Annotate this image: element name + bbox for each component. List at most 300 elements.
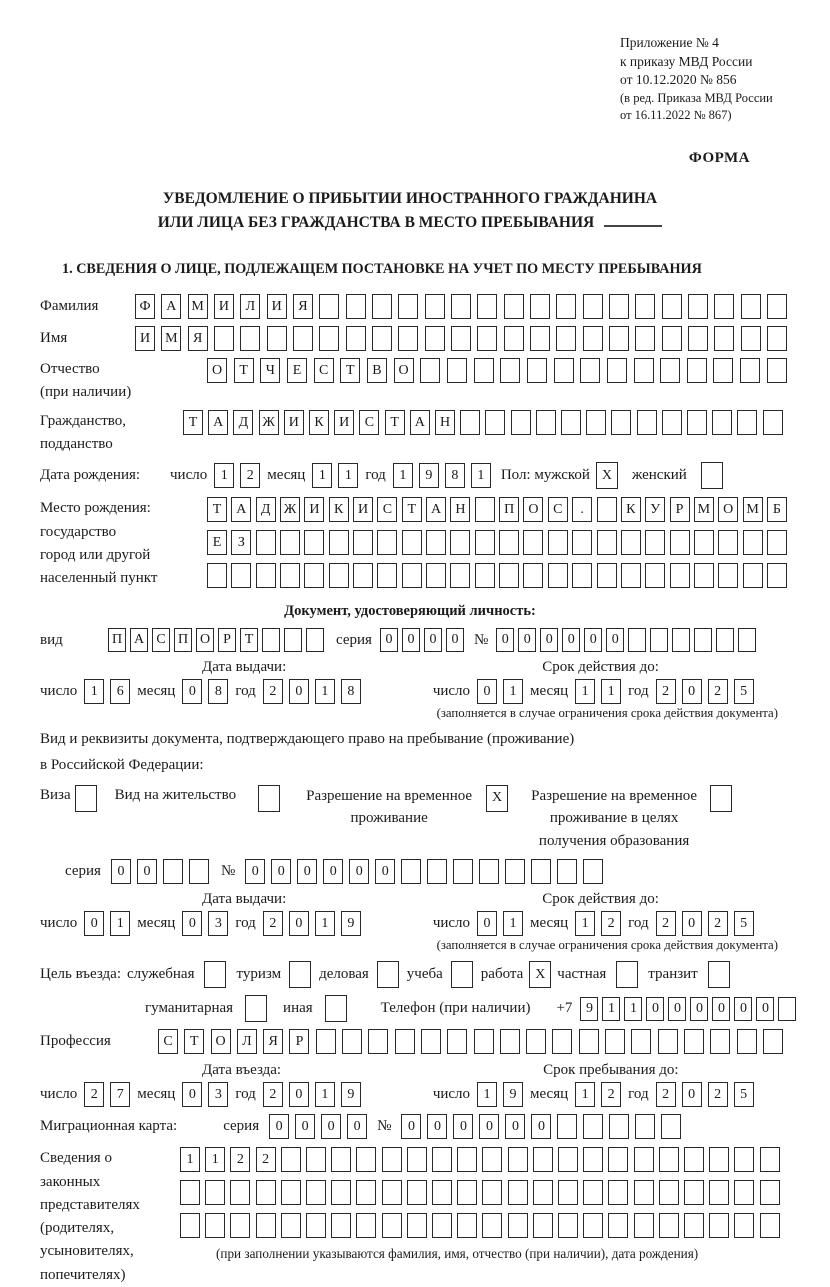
char-cell[interactable] (505, 859, 525, 884)
char-cell[interactable]: О (211, 1029, 231, 1054)
char-cell[interactable] (608, 1213, 628, 1238)
char-cell[interactable]: 1 (503, 679, 523, 704)
char-cell[interactable]: 2 (708, 1082, 728, 1107)
char-cell[interactable] (204, 961, 226, 988)
char-cell[interactable] (407, 1180, 427, 1205)
birth-year-input[interactable] (393, 463, 491, 488)
char-cell[interactable] (737, 410, 757, 435)
char-cell[interactable] (662, 410, 682, 435)
char-cell[interactable]: 1 (575, 1082, 595, 1107)
char-cell[interactable]: 1 (338, 463, 358, 488)
char-cell[interactable]: 8 (445, 463, 465, 488)
char-cell[interactable] (586, 410, 606, 435)
doc-issue-day[interactable] (84, 679, 130, 704)
char-cell[interactable]: Б (767, 497, 787, 522)
char-cell[interactable]: А (130, 628, 148, 652)
char-cell[interactable] (306, 1180, 326, 1205)
char-cell[interactable] (556, 294, 576, 319)
char-cell[interactable] (485, 410, 505, 435)
char-cell[interactable] (231, 563, 251, 588)
char-cell[interactable]: 0 (690, 997, 708, 1021)
char-cell[interactable] (511, 410, 531, 435)
char-cell[interactable] (426, 530, 446, 555)
char-cell[interactable]: 0 (182, 679, 202, 704)
char-cell[interactable]: 0 (321, 1114, 341, 1139)
permit-expiry-month[interactable] (575, 911, 621, 936)
char-cell[interactable]: Т (207, 497, 227, 522)
char-cell[interactable] (450, 563, 470, 588)
char-cell[interactable] (713, 358, 733, 383)
char-cell[interactable] (763, 410, 783, 435)
char-cell[interactable] (372, 326, 392, 351)
migration-number-input[interactable] (401, 1114, 681, 1139)
char-cell[interactable] (701, 462, 723, 489)
char-cell[interactable]: 1 (602, 997, 620, 1021)
char-cell[interactable]: X (486, 785, 508, 812)
char-cell[interactable]: 2 (263, 911, 283, 936)
char-cell[interactable]: 1 (214, 463, 234, 488)
char-cell[interactable]: 1 (180, 1147, 200, 1172)
char-cell[interactable] (398, 326, 418, 351)
char-cell[interactable] (523, 563, 543, 588)
char-cell[interactable]: 0 (380, 628, 398, 652)
char-cell[interactable]: 0 (453, 1114, 473, 1139)
char-cell[interactable] (306, 1147, 326, 1172)
char-cell[interactable]: 9 (341, 1082, 361, 1107)
sex-male-checkbox[interactable] (596, 462, 618, 489)
char-cell[interactable]: Р (218, 628, 236, 652)
char-cell[interactable]: 1 (205, 1147, 225, 1172)
char-cell[interactable] (605, 1029, 625, 1054)
char-cell[interactable] (189, 859, 209, 884)
purpose-other-checkbox[interactable] (325, 995, 347, 1022)
char-cell[interactable] (451, 961, 473, 988)
char-cell[interactable] (256, 530, 276, 555)
char-cell[interactable]: Т (402, 497, 422, 522)
birth-place-line2[interactable] (207, 530, 787, 555)
char-cell[interactable]: Ф (135, 294, 155, 319)
entry-day-input[interactable] (84, 1082, 130, 1107)
char-cell[interactable]: 0 (289, 1082, 309, 1107)
char-cell[interactable] (670, 563, 690, 588)
stay-year-input[interactable] (656, 1082, 754, 1107)
char-cell[interactable] (377, 563, 397, 588)
char-cell[interactable]: 0 (323, 859, 343, 884)
char-cell[interactable] (583, 1147, 603, 1172)
char-cell[interactable] (743, 563, 763, 588)
char-cell[interactable]: 1 (601, 679, 621, 704)
char-cell[interactable]: X (529, 961, 551, 988)
char-cell[interactable] (451, 294, 471, 319)
doc-series-input[interactable] (380, 628, 464, 652)
temp-permit-checkbox[interactable] (486, 785, 508, 812)
char-cell[interactable] (741, 294, 761, 319)
char-cell[interactable]: 1 (477, 1082, 497, 1107)
char-cell[interactable]: 2 (263, 1082, 283, 1107)
legal-reps-line1[interactable] (180, 1147, 780, 1172)
char-cell[interactable]: С (152, 628, 170, 652)
char-cell[interactable] (558, 1180, 578, 1205)
char-cell[interactable]: 0 (111, 859, 131, 884)
char-cell[interactable]: К (309, 410, 329, 435)
char-cell[interactable]: Т (184, 1029, 204, 1054)
char-cell[interactable]: 0 (245, 859, 265, 884)
doc-expiry-month[interactable] (575, 679, 621, 704)
char-cell[interactable] (523, 530, 543, 555)
char-cell[interactable] (580, 358, 600, 383)
char-cell[interactable]: Т (340, 358, 360, 383)
birth-month-input[interactable] (312, 463, 358, 488)
char-cell[interactable] (475, 530, 495, 555)
char-cell[interactable] (346, 326, 366, 351)
char-cell[interactable]: 0 (505, 1114, 525, 1139)
char-cell[interactable] (631, 1029, 651, 1054)
char-cell[interactable] (557, 1114, 577, 1139)
char-cell[interactable] (687, 410, 707, 435)
char-cell[interactable]: 0 (289, 911, 309, 936)
char-cell[interactable]: 1 (471, 463, 491, 488)
char-cell[interactable] (597, 530, 617, 555)
char-cell[interactable] (536, 410, 556, 435)
char-cell[interactable]: И (304, 497, 324, 522)
char-cell[interactable] (767, 294, 787, 319)
stay-month-input[interactable] (575, 1082, 621, 1107)
char-cell[interactable]: 0 (682, 1082, 702, 1107)
char-cell[interactable] (778, 997, 796, 1021)
char-cell[interactable] (718, 563, 738, 588)
char-cell[interactable]: О (196, 628, 214, 652)
char-cell[interactable] (256, 563, 276, 588)
char-cell[interactable] (714, 326, 734, 351)
char-cell[interactable] (474, 358, 494, 383)
char-cell[interactable]: Т (385, 410, 405, 435)
char-cell[interactable] (662, 326, 682, 351)
char-cell[interactable] (450, 530, 470, 555)
char-cell[interactable] (398, 294, 418, 319)
char-cell[interactable] (180, 1213, 200, 1238)
char-cell[interactable] (426, 563, 446, 588)
char-cell[interactable]: 0 (297, 859, 317, 884)
char-cell[interactable]: С (314, 358, 334, 383)
char-cell[interactable]: 0 (137, 859, 157, 884)
char-cell[interactable] (738, 628, 756, 652)
char-cell[interactable]: 1 (575, 911, 595, 936)
char-cell[interactable]: 1 (503, 911, 523, 936)
char-cell[interactable]: 1 (575, 679, 595, 704)
doc-issue-month[interactable] (182, 679, 228, 704)
char-cell[interactable]: 2 (240, 463, 260, 488)
char-cell[interactable] (425, 326, 445, 351)
char-cell[interactable] (267, 326, 287, 351)
entry-month-input[interactable] (182, 1082, 228, 1107)
char-cell[interactable] (432, 1147, 452, 1172)
char-cell[interactable]: 0 (668, 997, 686, 1021)
residence-permit-checkbox[interactable] (258, 785, 280, 812)
char-cell[interactable]: В (367, 358, 387, 383)
char-cell[interactable] (163, 859, 183, 884)
char-cell[interactable] (500, 1029, 520, 1054)
char-cell[interactable] (659, 1213, 679, 1238)
char-cell[interactable] (628, 628, 646, 652)
char-cell[interactable] (293, 326, 313, 351)
citizenship-input[interactable] (183, 410, 783, 435)
char-cell[interactable]: 2 (601, 911, 621, 936)
char-cell[interactable] (451, 326, 471, 351)
char-cell[interactable]: К (621, 497, 641, 522)
char-cell[interactable] (741, 326, 761, 351)
char-cell[interactable]: 0 (562, 628, 580, 652)
char-cell[interactable]: А (161, 294, 181, 319)
char-cell[interactable] (382, 1180, 402, 1205)
permit-issue-day[interactable] (84, 911, 130, 936)
char-cell[interactable]: 6 (110, 679, 130, 704)
char-cell[interactable]: О (207, 358, 227, 383)
char-cell[interactable]: 2 (230, 1147, 250, 1172)
char-cell[interactable] (214, 326, 234, 351)
char-cell[interactable]: И (334, 410, 354, 435)
char-cell[interactable] (684, 1180, 704, 1205)
char-cell[interactable] (767, 326, 787, 351)
char-cell[interactable] (688, 326, 708, 351)
char-cell[interactable] (508, 1147, 528, 1172)
char-cell[interactable]: 2 (708, 911, 728, 936)
char-cell[interactable] (329, 563, 349, 588)
char-cell[interactable] (475, 563, 495, 588)
permit-issue-month[interactable] (182, 911, 228, 936)
char-cell[interactable]: О (718, 497, 738, 522)
char-cell[interactable] (609, 294, 629, 319)
char-cell[interactable]: 3 (208, 1082, 228, 1107)
char-cell[interactable]: С (377, 497, 397, 522)
char-cell[interactable] (504, 326, 524, 351)
char-cell[interactable] (718, 530, 738, 555)
char-cell[interactable] (533, 1213, 553, 1238)
char-cell[interactable] (688, 294, 708, 319)
char-cell[interactable]: 1 (84, 679, 104, 704)
visa-checkbox[interactable] (75, 785, 97, 812)
doc-expiry-year[interactable] (656, 679, 754, 704)
char-cell[interactable] (760, 1213, 780, 1238)
char-cell[interactable]: И (214, 294, 234, 319)
char-cell[interactable] (256, 1180, 276, 1205)
char-cell[interactable] (205, 1180, 225, 1205)
char-cell[interactable] (475, 497, 495, 522)
char-cell[interactable] (402, 563, 422, 588)
char-cell[interactable]: Я (263, 1029, 283, 1054)
char-cell[interactable] (306, 1213, 326, 1238)
char-cell[interactable]: Т (240, 628, 258, 652)
char-cell[interactable] (650, 628, 668, 652)
patronymic-input[interactable] (207, 358, 787, 383)
char-cell[interactable] (457, 1147, 477, 1172)
char-cell[interactable] (583, 294, 603, 319)
char-cell[interactable] (319, 294, 339, 319)
char-cell[interactable]: О (523, 497, 543, 522)
char-cell[interactable] (645, 530, 665, 555)
char-cell[interactable] (304, 530, 324, 555)
birth-place-line1[interactable] (207, 497, 787, 522)
char-cell[interactable] (281, 1180, 301, 1205)
char-cell[interactable]: 1 (312, 463, 332, 488)
char-cell[interactable] (558, 1147, 578, 1172)
stay-day-input[interactable] (477, 1082, 523, 1107)
birth-day-input[interactable] (214, 463, 260, 488)
char-cell[interactable] (684, 1147, 704, 1172)
char-cell[interactable] (583, 859, 603, 884)
char-cell[interactable] (637, 410, 657, 435)
char-cell[interactable]: 0 (479, 1114, 499, 1139)
char-cell[interactable] (447, 1029, 467, 1054)
char-cell[interactable]: Н (435, 410, 455, 435)
char-cell[interactable] (660, 358, 680, 383)
purpose-transit-checkbox[interactable] (708, 961, 730, 988)
given-name-input[interactable] (135, 326, 787, 351)
char-cell[interactable] (457, 1213, 477, 1238)
char-cell[interactable] (558, 1213, 578, 1238)
char-cell[interactable]: П (174, 628, 192, 652)
char-cell[interactable] (230, 1213, 250, 1238)
char-cell[interactable] (457, 1180, 477, 1205)
char-cell[interactable] (634, 358, 654, 383)
purpose-work-checkbox[interactable] (529, 961, 551, 988)
char-cell[interactable] (477, 294, 497, 319)
legal-reps-line2[interactable] (180, 1180, 780, 1205)
char-cell[interactable] (659, 1147, 679, 1172)
char-cell[interactable]: 0 (646, 997, 664, 1021)
birth-place-line3[interactable] (207, 563, 787, 588)
char-cell[interactable] (316, 1029, 336, 1054)
char-cell[interactable]: 1 (624, 997, 642, 1021)
char-cell[interactable] (531, 859, 551, 884)
char-cell[interactable] (425, 294, 445, 319)
char-cell[interactable] (621, 530, 641, 555)
char-cell[interactable] (714, 294, 734, 319)
char-cell[interactable]: Я (293, 294, 313, 319)
char-cell[interactable]: К (329, 497, 349, 522)
char-cell[interactable] (207, 563, 227, 588)
purpose-study-checkbox[interactable] (451, 961, 473, 988)
char-cell[interactable] (499, 530, 519, 555)
char-cell[interactable]: О (394, 358, 414, 383)
char-cell[interactable] (634, 1147, 654, 1172)
char-cell[interactable] (548, 563, 568, 588)
char-cell[interactable] (548, 530, 568, 555)
char-cell[interactable] (401, 859, 421, 884)
char-cell[interactable] (572, 530, 592, 555)
char-cell[interactable]: 9 (341, 911, 361, 936)
char-cell[interactable] (356, 1213, 376, 1238)
char-cell[interactable]: Ж (280, 497, 300, 522)
char-cell[interactable]: . (572, 497, 592, 522)
char-cell[interactable] (709, 1180, 729, 1205)
char-cell[interactable]: 0 (496, 628, 514, 652)
char-cell[interactable]: 0 (584, 628, 602, 652)
char-cell[interactable] (342, 1029, 362, 1054)
char-cell[interactable] (180, 1180, 200, 1205)
char-cell[interactable] (658, 1029, 678, 1054)
char-cell[interactable]: Д (256, 497, 276, 522)
char-cell[interactable] (527, 358, 547, 383)
char-cell[interactable] (561, 410, 581, 435)
permit-issue-year[interactable] (263, 911, 361, 936)
char-cell[interactable] (331, 1213, 351, 1238)
char-cell[interactable]: 0 (295, 1114, 315, 1139)
char-cell[interactable] (304, 563, 324, 588)
char-cell[interactable] (645, 563, 665, 588)
char-cell[interactable]: 0 (477, 679, 497, 704)
char-cell[interactable] (280, 563, 300, 588)
char-cell[interactable] (284, 628, 302, 652)
char-cell[interactable] (329, 530, 349, 555)
char-cell[interactable] (734, 1147, 754, 1172)
char-cell[interactable]: Н (450, 497, 470, 522)
char-cell[interactable]: 1 (315, 1082, 335, 1107)
char-cell[interactable]: X (596, 462, 618, 489)
char-cell[interactable]: 0 (756, 997, 774, 1021)
char-cell[interactable] (533, 1180, 553, 1205)
doc-issue-year[interactable] (263, 679, 361, 704)
purpose-official-checkbox[interactable] (204, 961, 226, 988)
char-cell[interactable]: 0 (182, 1082, 202, 1107)
char-cell[interactable]: 0 (518, 628, 536, 652)
char-cell[interactable]: Я (188, 326, 208, 351)
char-cell[interactable] (734, 1180, 754, 1205)
doc-type-input[interactable] (108, 628, 324, 652)
char-cell[interactable] (240, 326, 260, 351)
char-cell[interactable]: 8 (208, 679, 228, 704)
char-cell[interactable] (634, 1180, 654, 1205)
char-cell[interactable] (205, 1213, 225, 1238)
char-cell[interactable] (447, 358, 467, 383)
char-cell[interactable] (331, 1180, 351, 1205)
char-cell[interactable] (460, 410, 480, 435)
char-cell[interactable]: 9 (580, 997, 598, 1021)
permit-expiry-day[interactable] (477, 911, 523, 936)
char-cell[interactable] (583, 326, 603, 351)
char-cell[interactable]: 0 (531, 1114, 551, 1139)
char-cell[interactable]: М (161, 326, 181, 351)
char-cell[interactable] (421, 1029, 441, 1054)
char-cell[interactable]: 2 (84, 1082, 104, 1107)
char-cell[interactable]: 2 (708, 679, 728, 704)
char-cell[interactable] (609, 1114, 629, 1139)
char-cell[interactable] (708, 961, 730, 988)
char-cell[interactable] (716, 628, 734, 652)
char-cell[interactable] (608, 1180, 628, 1205)
char-cell[interactable] (289, 961, 311, 988)
char-cell[interactable] (526, 1029, 546, 1054)
entry-year-input[interactable] (263, 1082, 361, 1107)
char-cell[interactable]: 0 (446, 628, 464, 652)
char-cell[interactable] (694, 530, 714, 555)
char-cell[interactable]: 2 (656, 679, 676, 704)
char-cell[interactable] (432, 1180, 452, 1205)
char-cell[interactable]: 0 (347, 1114, 367, 1139)
char-cell[interactable] (306, 628, 324, 652)
char-cell[interactable]: 0 (712, 997, 730, 1021)
char-cell[interactable]: 0 (477, 911, 497, 936)
char-cell[interactable] (760, 1180, 780, 1205)
char-cell[interactable] (482, 1213, 502, 1238)
char-cell[interactable]: С (548, 497, 568, 522)
char-cell[interactable] (377, 530, 397, 555)
char-cell[interactable]: 1 (315, 911, 335, 936)
char-cell[interactable]: Т (234, 358, 254, 383)
char-cell[interactable]: 0 (424, 628, 442, 652)
char-cell[interactable]: Т (183, 410, 203, 435)
char-cell[interactable]: А (426, 497, 446, 522)
surname-input[interactable] (135, 294, 787, 319)
